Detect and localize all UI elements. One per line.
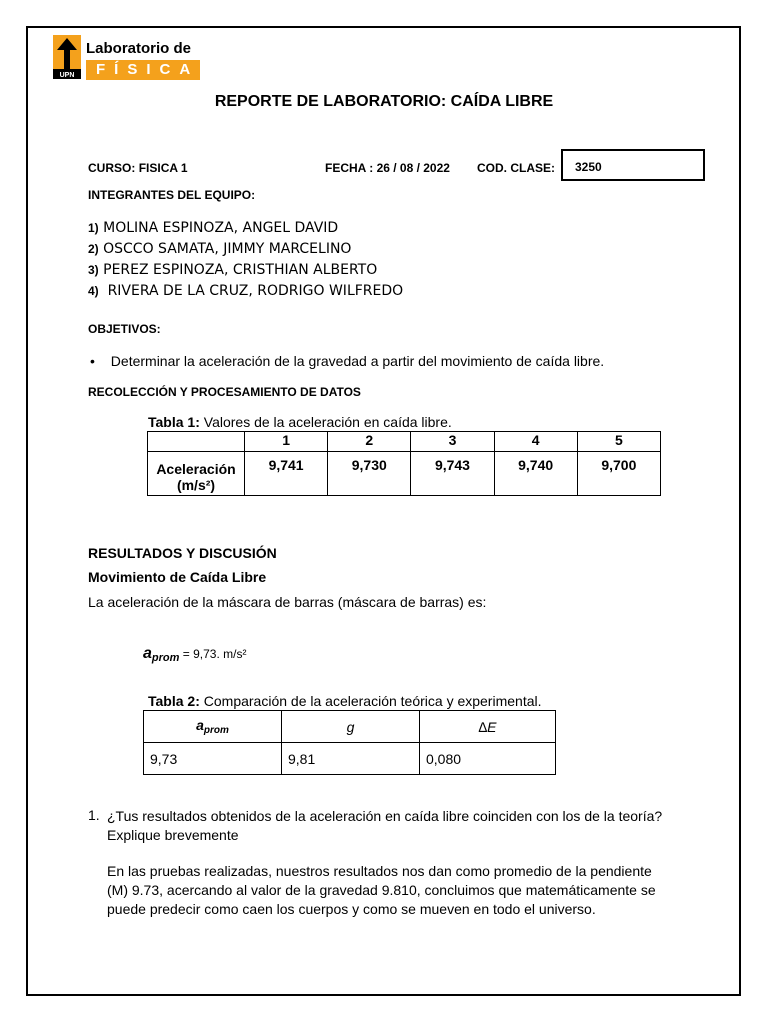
objectives-heading: OBJETIVOS: bbox=[88, 322, 161, 336]
fecha-label: FECHA : bbox=[325, 161, 374, 175]
table2-value: 9,81 bbox=[282, 743, 420, 775]
table1-col-header: 1 bbox=[245, 432, 328, 452]
table1-col-header: 2 bbox=[328, 432, 411, 452]
table2-data-row bbox=[144, 743, 556, 775]
table1-value: 9,740 bbox=[494, 452, 577, 496]
table1-header-row bbox=[148, 432, 661, 452]
results-subheading: Movimiento de Caída Libre bbox=[88, 569, 267, 585]
cod-clase-box: 3250 bbox=[561, 149, 705, 181]
team-member: 1) MOLINA ESPINOZA, ANGEL DAVID bbox=[88, 220, 339, 236]
table1-data-row bbox=[148, 452, 661, 496]
table2-value: 0,080 bbox=[420, 743, 556, 775]
fecha-field bbox=[325, 161, 450, 175]
cod-clase-label: COD. CLASE: bbox=[477, 161, 555, 175]
table2-header-g: g bbox=[282, 711, 420, 743]
logo-text-laboratorio: Laboratorio de bbox=[86, 40, 192, 57]
curso-field bbox=[88, 161, 188, 175]
question-number: 1. bbox=[88, 807, 100, 823]
curso-label: CURSO: bbox=[88, 161, 136, 175]
table1 bbox=[147, 431, 661, 496]
report-title: REPORTE DE LABORATORIO: CAÍDA LIBRE bbox=[214, 93, 554, 110]
answer-text: En las pruebas realizadas, nuestros resultados nos dan como promedio de la pendiente (M) 9.73, acercando al valor de la gravedad 9.810, concluimos que matemáticamente se puede predecir como caen los cuerpos y como se mueven en todo el universo. bbox=[107, 863, 656, 917]
table2-value: 9,73 bbox=[144, 743, 282, 775]
table1-col-header: 5 bbox=[577, 432, 660, 452]
table1-value: 9,700 bbox=[577, 452, 660, 496]
table2-header-aprom: $a_{prom}$ bbox=[144, 711, 282, 743]
results-intro: La aceleración de la máscara de barras (máscara de barras) es: bbox=[88, 594, 487, 610]
table1-row-label: Aceleración (m/s²) bbox=[148, 452, 245, 496]
team-member: 4) RIVERA DE LA CRUZ, RODRIGO WILFREDO bbox=[88, 283, 404, 299]
table2-header-delta: ∆E bbox=[420, 711, 556, 743]
table-cell bbox=[148, 432, 245, 452]
team-heading: INTEGRANTES DEL EQUIPO: bbox=[88, 188, 256, 202]
bullet-icon: • bbox=[90, 353, 95, 369]
table1-value: 9,741 bbox=[245, 452, 328, 496]
table1-caption: Tabla 1: Valores de la aceleración en caída libre. bbox=[148, 414, 452, 430]
upn-arrow-logo-icon bbox=[53, 35, 81, 79]
table1-col-header: 4 bbox=[494, 432, 577, 452]
table2-header-row bbox=[144, 711, 556, 743]
objective-item: • Determinar la aceleración de la gravedad a partir del movimiento de caída libre. bbox=[90, 353, 605, 369]
data-section-heading: RECOLECCIÓN Y PROCESAMIENTO DE DATOS bbox=[88, 385, 361, 399]
fecha-value: 26 / 08 / 2022 bbox=[376, 161, 450, 175]
table1-value: 9,730 bbox=[328, 452, 411, 496]
table1-col-header: 3 bbox=[411, 432, 494, 452]
formula: $a_{prom} = 9,73$. m/s² bbox=[143, 645, 247, 665]
table2 bbox=[143, 710, 556, 775]
question-text: ¿Tus resultados obtenidos de la aceleración en caída libre coinciden con los de la teoría? Explique brevemente bbox=[107, 808, 663, 843]
team-member: 3) PEREZ ESPINOZA, CRISTHIAN ALBERTO bbox=[88, 262, 378, 278]
team-member: 2) OSCCO SAMATA, JIMMY MARCELINO bbox=[88, 241, 352, 257]
table2-caption: Tabla 2: Comparación de la aceleración teórica y experimental. bbox=[148, 693, 542, 709]
results-heading: RESULTADOS Y DISCUSIÓN bbox=[88, 545, 277, 561]
logo-text-fisica: FÍSICA bbox=[86, 60, 200, 80]
table1-value: 9,743 bbox=[411, 452, 494, 496]
curso-value: FISICA 1 bbox=[138, 161, 188, 175]
svg-text:UPN: UPN bbox=[59, 72, 75, 79]
